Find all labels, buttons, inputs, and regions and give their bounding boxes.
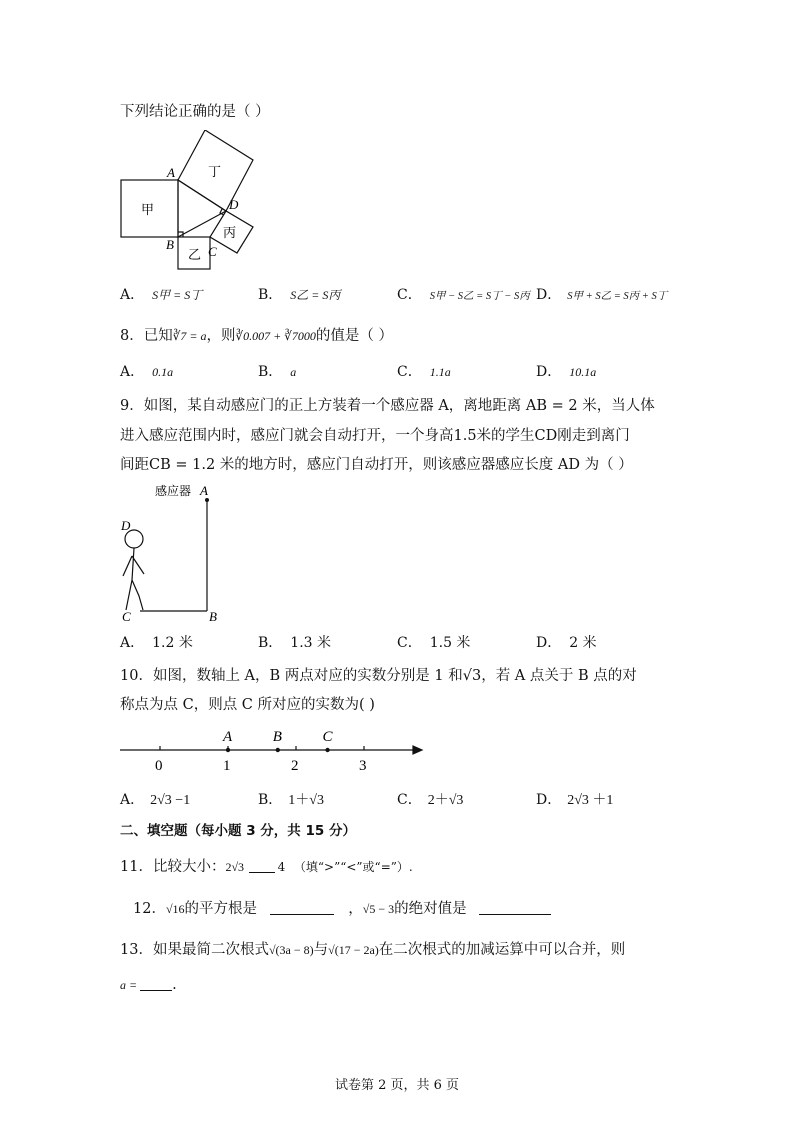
q11-expr: 2√3 — [225, 860, 245, 874]
q10-line2: 称点为点 C，则点 C 所对应的实数为( ) — [120, 697, 375, 713]
q8-expr: ∛0.007 + ∛7000 — [235, 329, 316, 343]
q11-line: 11．比较大小：2√3 4 （填“>”“<”或“=”）. — [120, 859, 413, 875]
q9-line2: 进入感应范围内时，感应门就会自动打开，一个身高1.5米的学生CD刚走到离门 — [120, 428, 630, 444]
q10-number-line — [110, 722, 430, 780]
q9-label-b: B — [209, 609, 217, 624]
q10-tick-label-3: 3 — [359, 758, 367, 774]
q9-option-d[interactable]: D． 2 米 — [536, 635, 597, 651]
q9-sensor-point — [205, 498, 209, 502]
q10-tick-label-0: 0 — [155, 758, 163, 774]
q7-label-ding: 丁 — [208, 164, 222, 179]
q8-option-c[interactable]: C． 1.1a — [397, 364, 451, 380]
q12-answer-blank-2[interactable] — [479, 900, 551, 915]
q12-expr2: √5 − 3 — [362, 902, 395, 916]
q12-expr1: √16 — [165, 902, 185, 916]
q7-option-a[interactable]: A． S甲 = S丁 — [120, 287, 203, 303]
q12-line: 12．√16的平方根是 ，√5 − 3的绝对值是 — [133, 899, 551, 919]
q13-line2: a = . — [120, 977, 177, 993]
q10-axis-arrow — [413, 746, 422, 754]
q8-option-d[interactable]: D． 10.1a — [536, 364, 597, 380]
q13-line1: 13．如果最简二次根式√(3a − 8)与√(17 − 2a)在二次根式的加减运算中可以合并，则 — [120, 942, 626, 958]
q9-option-b[interactable]: B． 1.3 米 — [258, 635, 332, 651]
q11-answer-blank[interactable] — [249, 858, 275, 873]
q10-option-b[interactable]: B． 1＋√3 — [258, 792, 324, 808]
q10-point-label-a: A — [223, 729, 233, 745]
q10-option-a[interactable]: A． 2√3 −1 — [120, 792, 191, 808]
q13-expr2: √(17 − 2a) — [328, 943, 379, 957]
q10-option-d[interactable]: D． 2√3 ＋1 — [536, 792, 614, 808]
q10-tick-label-2: 2 — [291, 758, 299, 774]
q12-answer-blank-1[interactable] — [270, 900, 334, 915]
q10-point-b — [276, 748, 280, 752]
q10-point-label-c: C — [322, 729, 333, 745]
q13-answer-blank[interactable] — [140, 976, 172, 991]
q7-option-d[interactable]: D． S甲 + S乙 = S丙 + S丁 — [536, 287, 668, 303]
q9-label-a: A — [200, 483, 208, 498]
q10-point-a — [226, 748, 230, 752]
q10-point-c — [325, 748, 329, 752]
q7-label-bing: 丙 — [223, 225, 237, 240]
q7-option-b[interactable]: B． S乙 = S丙 — [258, 287, 341, 303]
q8-given: ∛7 = a — [172, 329, 207, 343]
q9-option-c[interactable]: C． 1.5 米 — [397, 635, 471, 651]
q9-student-body — [123, 548, 144, 610]
q9-figure — [110, 478, 240, 628]
q7-figure — [110, 130, 270, 270]
q10-point-label-b: B — [272, 729, 282, 745]
q7-label-yi: 乙 — [188, 247, 202, 262]
q8-option-b[interactable]: B． a — [258, 364, 297, 380]
q8-option-a[interactable]: A． 0.1a — [120, 364, 174, 380]
q10-tick-label-1: 1 — [223, 758, 231, 774]
q13-expr1: √(3a − 8) — [268, 943, 314, 957]
page-footer: 试卷第 2 页，共 6 页 — [334, 1078, 460, 1093]
q7-label-c: C — [208, 244, 217, 259]
q10-option-c[interactable]: C． 2＋√3 — [397, 792, 464, 808]
q7-label-b: B — [166, 237, 174, 252]
section2-title: 二、填空题（每小题 3 分，共 15 分） — [120, 823, 356, 839]
q7-label-jia: 甲 — [141, 202, 155, 217]
q9-line1: 9．如图，某自动感应门的正上方装着一个感应器 A，离地距离 AB = 2 米，当人体 — [120, 398, 655, 414]
q9-label-d: D — [121, 518, 131, 533]
q9-line3: 间距CB = 1.2 米的地方时，感应门自动打开，则该感应器感应长度 AD 为（ ） — [120, 457, 633, 473]
q7-triangle — [178, 180, 226, 237]
q8-stem: 8．已知∛7 = a，则∛0.007 + ∛7000的值是（ ） — [120, 328, 393, 344]
q10-line1: 10．如图，数轴上 A，B 两点对应的实数分别是 1 和√3，若 A 点关于 B 点的对 — [120, 668, 637, 684]
q9-option-a[interactable]: A． 1.2 米 — [120, 635, 193, 651]
q7-stem: 下列结论正确的是（ ） — [120, 104, 270, 120]
q9-sensor-label: 感应器 — [155, 484, 192, 498]
q9-label-c: C — [122, 609, 131, 624]
q7-label-a: A — [167, 165, 175, 180]
q7-label-d: D — [229, 197, 239, 212]
q7-option-c[interactable]: C． S甲 − S乙 = S丁 − S丙 — [397, 287, 530, 303]
